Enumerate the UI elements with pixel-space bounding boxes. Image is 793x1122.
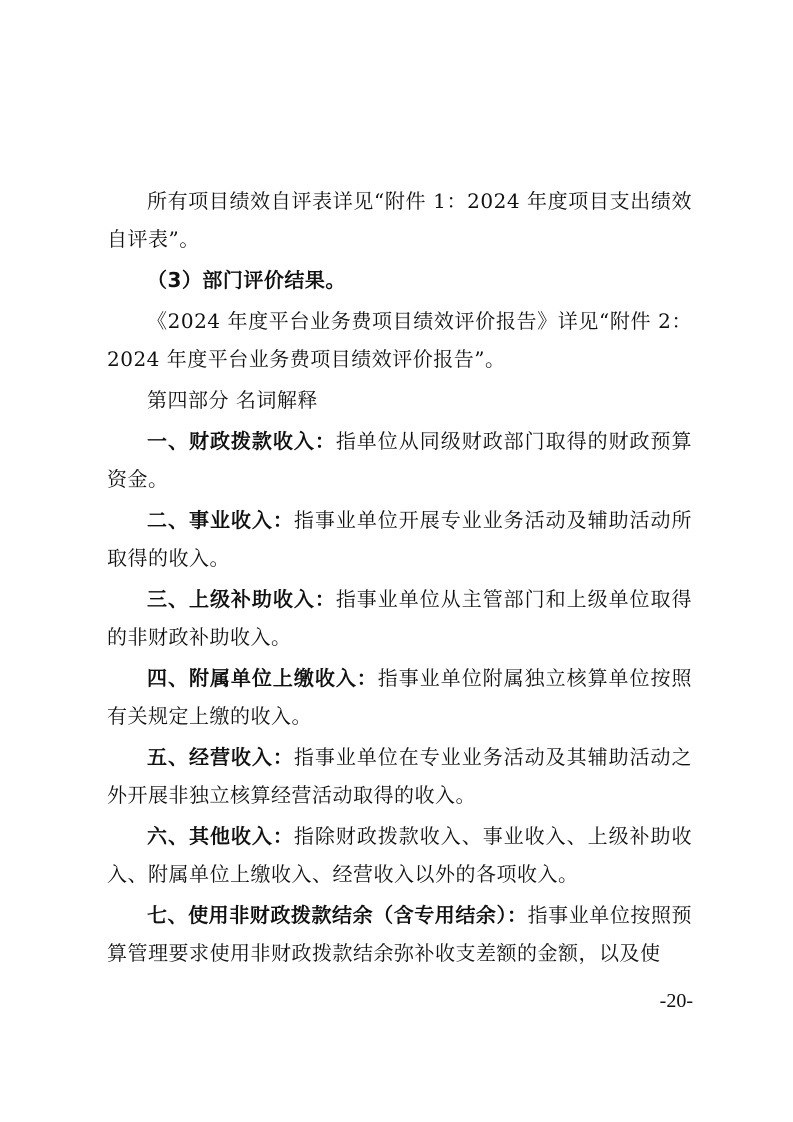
glossary-item-business-income [107,501,692,577]
paragraph-term: （3）部门评价结果。 [147,268,346,292]
glossary-term: 一、财政拨款收入： [147,429,336,453]
paragraph-text: 所有项目绩效自评表详见“附件 1：2024 年度项目支出绩效自评表”。 [107,189,692,251]
glossary-definition: 指事业单位从主管部门和上级单位取得的非财政补助收入。 [107,587,693,649]
glossary-definition: 指单位从同级财政部门取得的财政预算资金。 [107,429,693,491]
glossary-definition: 指事业单位附属独立核算单位按照有关规定上缴的收入。 [107,666,693,728]
glossary-definition: 指事业单位在专业业务活动及其辅助活动之外开展非独立核算经营活动取得的收入。 [107,745,693,807]
glossary-definition: 指事业单位按照预算管理要求使用非财政拨款结余弥补收支差额的金额，以及使 [107,903,693,965]
paragraph-evaluation-report-note [107,302,692,378]
glossary-term: 六、其他收入： [147,824,294,848]
glossary-definition: 指除财政拨款收入、事业收入、上级补助收入、附属单位上缴收入、经营收入以外的各项收入。 [107,824,693,886]
glossary-item-affiliated-unit-income [107,659,692,735]
section-heading-glossary [107,381,692,419]
paragraph-text: 《2024 年度平台业务费项目绩效评价报告》详见“附件 2：2024 年度平台业务费项目绩效评价报告”。 [107,309,692,371]
page-number: -20- [659,990,693,1012]
section-heading-text: 第四部分 名词解释 [147,388,318,412]
glossary-item-other-income [107,817,692,893]
glossary-item-superior-subsidy-income [107,580,692,656]
paragraph-dept-evaluation-heading [107,261,692,299]
document-body [107,182,692,975]
paragraph-self-evaluation-note [107,182,692,258]
glossary-term: 三、上级补助收入： [147,587,336,611]
glossary-term: 四、附属单位上缴收入： [147,666,378,690]
glossary-item-operating-income [107,738,692,814]
glossary-term: 二、事业收入： [147,508,294,532]
glossary-term: 七、使用非财政拨款结余（含专用结余）： [147,903,528,927]
glossary-definition: 指事业单位开展专业业务活动及辅助活动所取得的收入。 [107,508,693,570]
glossary-item-non-fiscal-balance-usage [107,896,692,972]
glossary-item-fiscal-appropriation-income [107,422,692,498]
glossary-term: 五、经营收入： [147,745,294,769]
